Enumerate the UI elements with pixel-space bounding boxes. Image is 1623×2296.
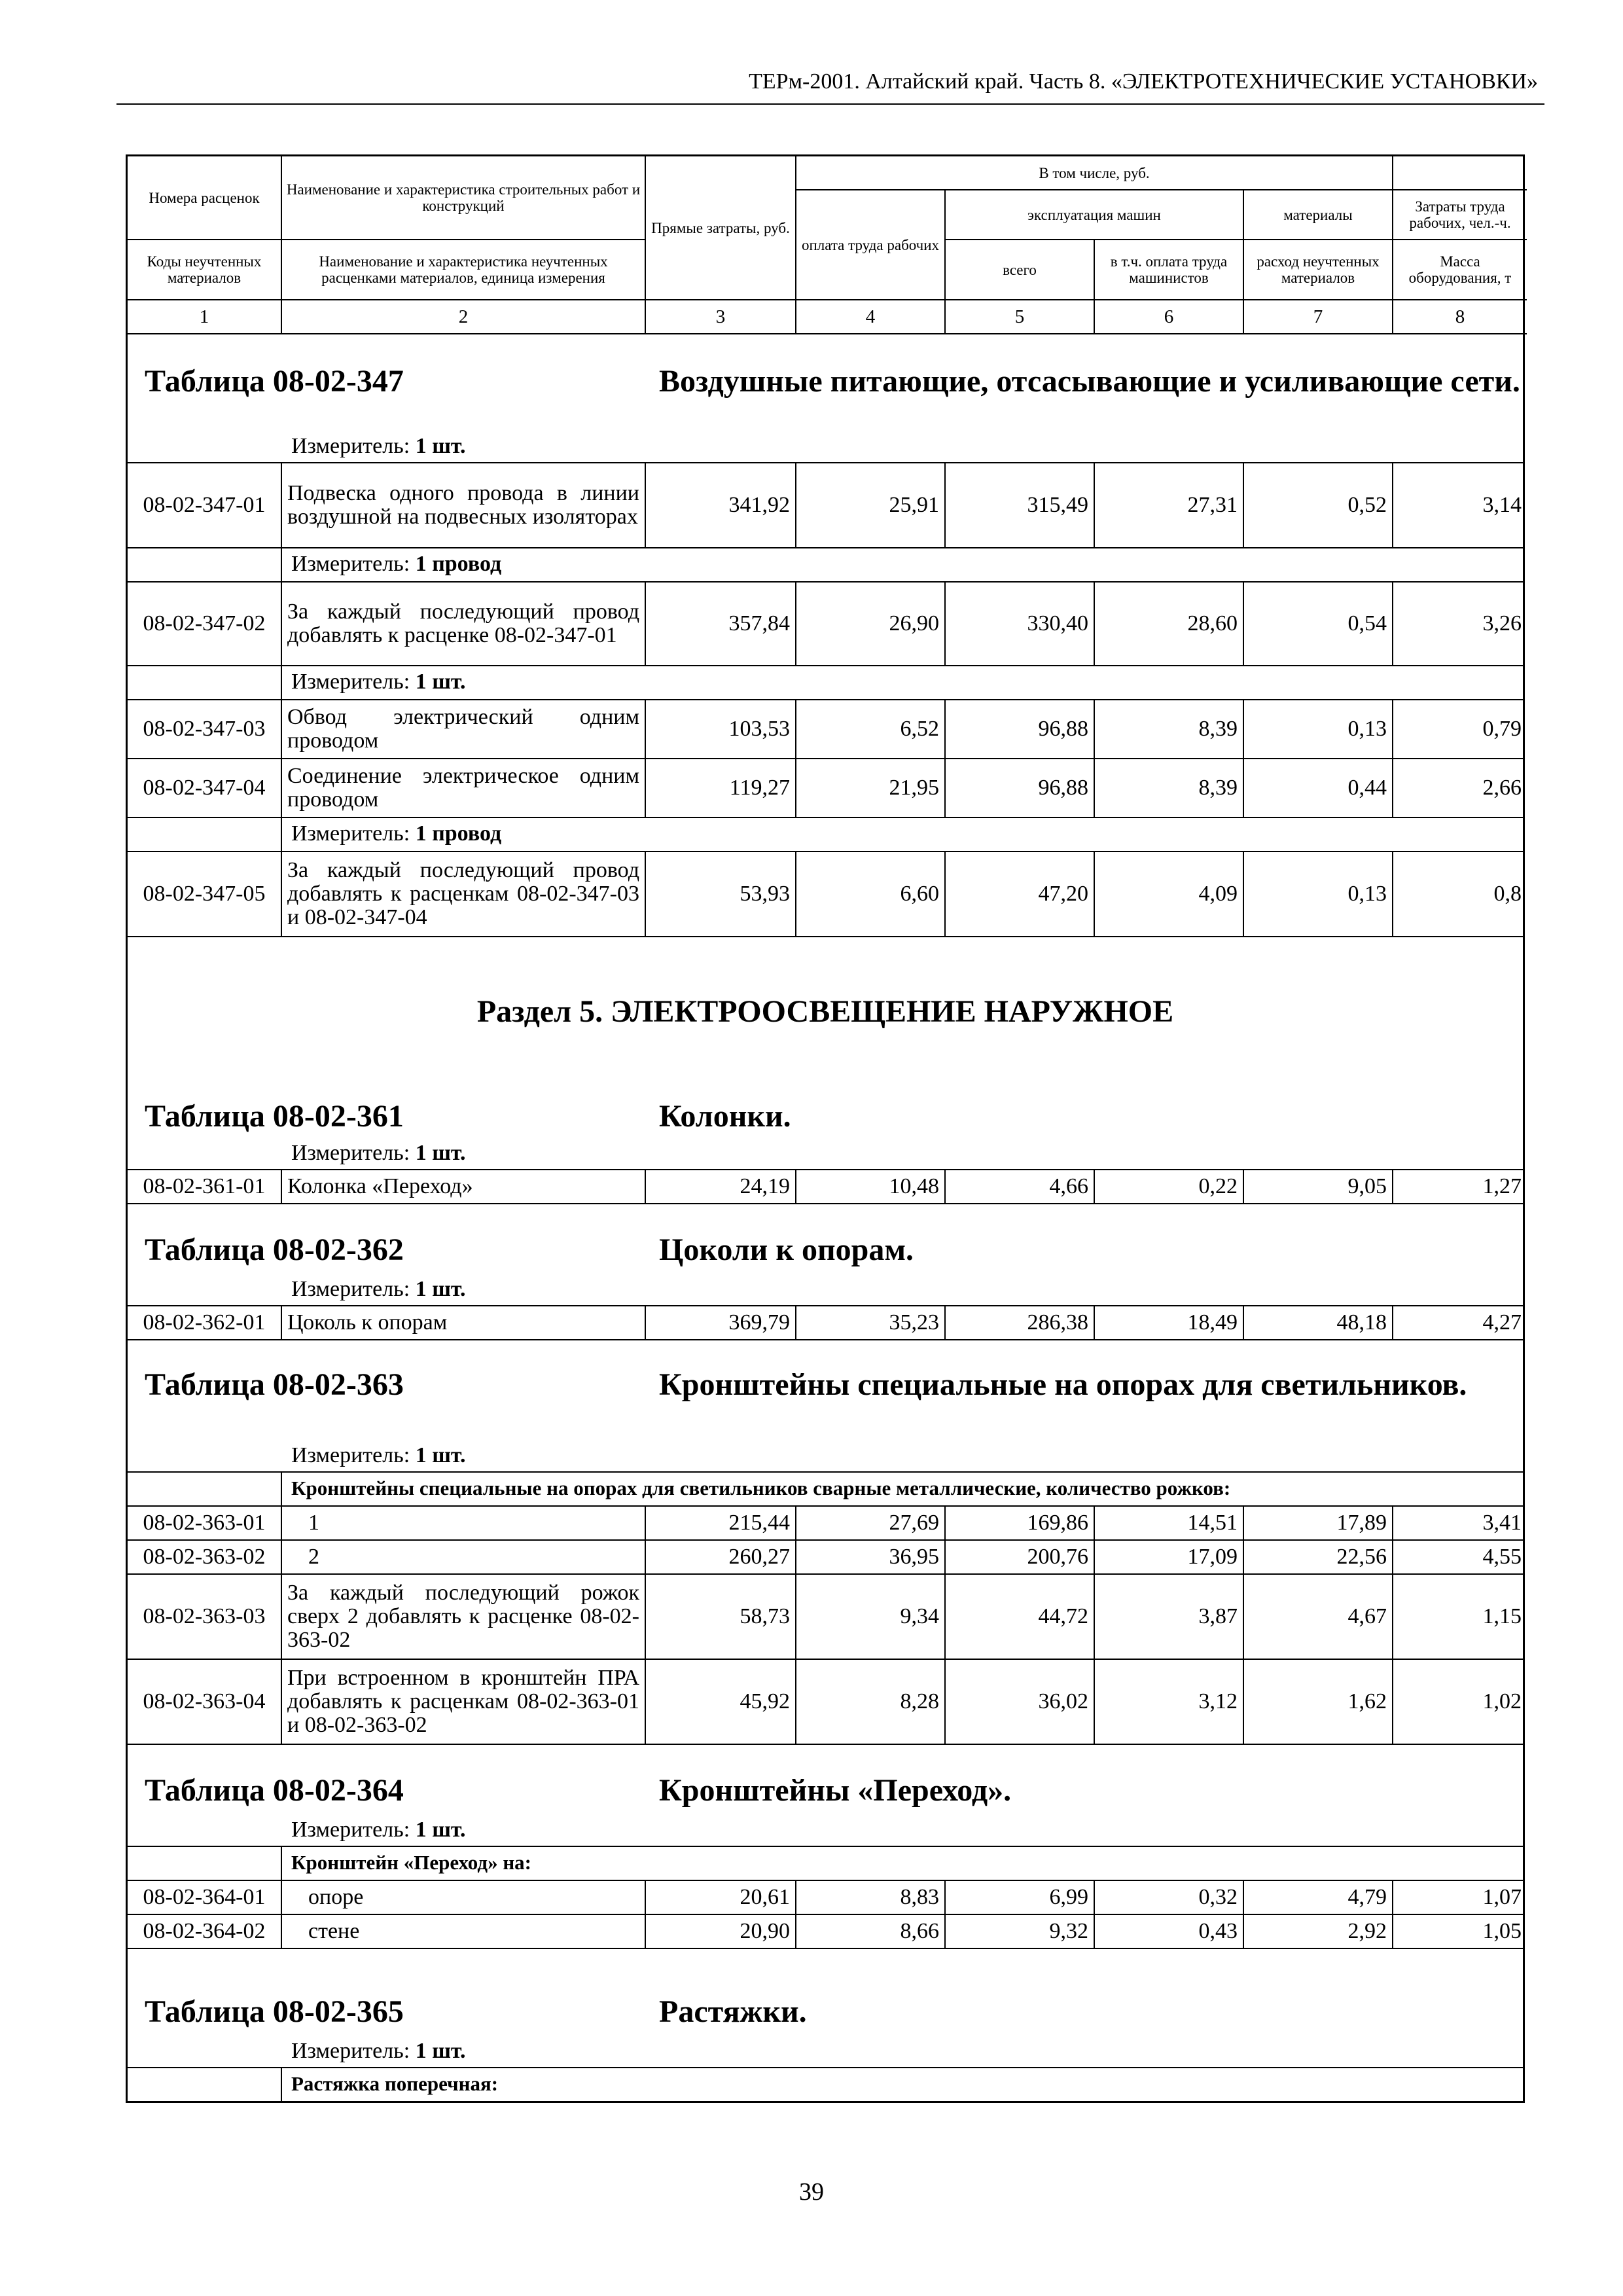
machinist-pay: 17,09 — [1095, 1541, 1244, 1573]
machinist-pay: 27,31 — [1095, 463, 1244, 547]
rate-code: 08-02-347-03 — [128, 700, 282, 758]
direct-costs: 119,27 — [646, 759, 796, 817]
col-number: 3 — [646, 300, 796, 334]
col-rate-numbers-header: Номера расценок — [128, 156, 282, 240]
direct-costs: 58,73 — [646, 1575, 796, 1659]
materials: 0,44 — [1244, 759, 1393, 817]
col-material-usage-header: расход неучтенных материалов — [1244, 240, 1393, 300]
rate-code: 08-02-364-02 — [128, 1915, 282, 1948]
group-row — [128, 2068, 1523, 2101]
machines-total: 9,32 — [946, 1915, 1095, 1948]
rate-code: 08-02-347-02 — [128, 583, 282, 665]
labor-hours: 3,41 — [1482, 1511, 1522, 1535]
measure-unit: Измеритель: 1 шт. — [291, 1141, 466, 1165]
table-name: Цоколи к опорам. — [659, 1232, 914, 1267]
direct-costs: 215,44 — [646, 1507, 796, 1539]
rate-code: 08-02-361-01 — [128, 1170, 282, 1203]
rate-code: 08-02-363-03 — [128, 1575, 282, 1659]
rate-name: За каждый последующий провод добавлять к расценкам 08-02-347-03 и 08-02-347-04 — [282, 852, 646, 936]
materials: 22,56 — [1244, 1541, 1393, 1573]
measure-row — [128, 666, 1523, 700]
table-number: Таблица 08-02-347 — [145, 364, 404, 399]
rate-code: 08-02-364-01 — [128, 1881, 282, 1914]
measure-unit: Измеритель: 1 провод — [291, 821, 502, 846]
group-label: Растяжка поперечная: — [291, 2072, 499, 2095]
table-row — [128, 700, 1523, 759]
table-row — [128, 1170, 1523, 1204]
labor-pay: 21,95 — [796, 759, 946, 817]
rate-name: 1 — [282, 1507, 646, 1539]
table-row — [128, 1660, 1523, 1745]
table-row — [128, 1915, 1523, 1949]
col-number: 4 — [796, 300, 946, 334]
direct-costs: 20,90 — [646, 1915, 796, 1948]
machinist-pay: 18,49 — [1095, 1306, 1244, 1339]
col-number: 6 — [1095, 300, 1244, 334]
table-title-block — [128, 1745, 1523, 1847]
table-number: Таблица 08-02-361 — [145, 1099, 404, 1134]
table-number: Таблица 08-02-363 — [145, 1367, 404, 1402]
direct-costs: 45,92 — [646, 1660, 796, 1744]
materials: 4,67 — [1244, 1575, 1393, 1659]
table-row — [128, 583, 1523, 666]
table-name: Растяжки. — [659, 1994, 807, 2029]
rate-name: За каждый последующий провод добавлять к расценке 08-02-347-01 — [282, 583, 646, 665]
rate-code: 08-02-347-04 — [128, 759, 282, 817]
labor-pay: 9,34 — [796, 1575, 946, 1659]
materials: 17,89 — [1244, 1507, 1393, 1539]
table-row — [128, 1881, 1523, 1915]
col-material-name-header: Наименование и характеристика неучтенных расценками материалов, единица измерения — [282, 240, 646, 300]
group-label: Кронштейн «Переход» на: — [291, 1851, 532, 1874]
labor-pay: 6,52 — [796, 700, 946, 758]
machines-total: 96,88 — [946, 759, 1095, 817]
machines-total: 44,72 — [946, 1575, 1095, 1659]
machines-total: 47,20 — [946, 852, 1095, 936]
machinist-pay: 8,39 — [1095, 700, 1244, 758]
machinist-pay: 28,60 — [1095, 583, 1244, 665]
labor-pay: 8,66 — [796, 1915, 946, 1948]
page-number: 39 — [799, 2178, 824, 2206]
labor-hours: 1,02 — [1482, 1689, 1522, 1713]
rate-name: Колонка «Переход» — [282, 1170, 646, 1203]
measure-row — [128, 818, 1523, 852]
measure-unit: Измеритель: 1 шт. — [291, 1443, 466, 1467]
labor-pay: 6,60 — [796, 852, 946, 936]
table-row — [128, 1507, 1523, 1541]
rate-name: Обвод электрический одним проводом — [282, 700, 646, 758]
machines-total: 6,99 — [946, 1881, 1095, 1914]
group-row — [128, 1847, 1523, 1881]
labor-pay: 8,83 — [796, 1881, 946, 1914]
price-table — [126, 154, 1525, 2103]
labor-pay: 8,28 — [796, 1660, 946, 1744]
direct-costs: 369,79 — [646, 1306, 796, 1339]
col-number: 8 — [1393, 300, 1527, 334]
rate-name: 2 — [282, 1541, 646, 1573]
machinist-pay: 14,51 — [1095, 1507, 1244, 1539]
table-number: Таблица 08-02-364 — [145, 1773, 404, 1808]
rate-name: Цоколь к опорам — [282, 1306, 646, 1339]
materials: 9,05 — [1244, 1170, 1393, 1203]
measure-unit: Измеритель: 1 шт. — [291, 2039, 466, 2063]
col-labor-pay-header: оплата труда рабочих — [796, 190, 946, 300]
col-including-header: В том числе, руб. — [796, 156, 1393, 190]
labor-hours: 1,15 — [1482, 1604, 1522, 1628]
machines-total: 200,76 — [946, 1541, 1095, 1573]
col-work-name-header: Наименование и характеристика строительных работ и конструкций — [282, 156, 646, 240]
col-direct-costs-header: Прямые затраты, руб. — [646, 156, 796, 300]
materials: 4,79 — [1244, 1881, 1393, 1914]
col-number: 7 — [1244, 300, 1393, 334]
labor-hours: 3,14 — [1482, 493, 1522, 517]
measure-unit: Измеритель: 1 шт. — [291, 1818, 466, 1842]
labor-pay: 25,91 — [796, 463, 946, 547]
col-materials-header: материалы — [1244, 190, 1393, 240]
col-machinist-pay-header: в т.ч. оплата труда машинистов — [1095, 240, 1244, 300]
direct-costs: 357,84 — [646, 583, 796, 665]
labor-pay: 26,90 — [796, 583, 946, 665]
labor-pay: 10,48 — [796, 1170, 946, 1203]
direct-costs: 53,93 — [646, 852, 796, 936]
labor-hours: 0,79 — [1482, 717, 1522, 741]
direct-costs: 20,61 — [646, 1881, 796, 1914]
section-title: Раздел 5. ЭЛЕКТРООСВЕЩЕНИЕ НАРУЖНОЕ — [476, 994, 1174, 1029]
measure-unit: Измеритель: 1 шт. — [291, 1277, 466, 1301]
labor-hours: 0,8 — [1493, 882, 1522, 906]
table-row — [128, 759, 1523, 818]
rate-code: 08-02-347-01 — [128, 463, 282, 547]
labor-pay: 35,23 — [796, 1306, 946, 1339]
table-row — [128, 852, 1523, 937]
table-header — [128, 154, 1523, 334]
col-8-spacer — [1393, 156, 1527, 190]
machines-total: 169,86 — [946, 1507, 1095, 1539]
machines-total: 315,49 — [946, 463, 1095, 547]
col-material-codes-header: Коды неучтенных материалов — [128, 240, 282, 300]
direct-costs: 103,53 — [646, 700, 796, 758]
table-row — [128, 463, 1523, 548]
labor-hours: 4,27 — [1482, 1310, 1522, 1335]
table-row — [128, 1575, 1523, 1660]
col-number: 5 — [946, 300, 1095, 334]
table-title-block — [128, 1949, 1523, 2068]
machinist-pay: 3,12 — [1095, 1660, 1244, 1744]
machinist-pay: 0,43 — [1095, 1915, 1244, 1948]
machines-total: 330,40 — [946, 583, 1095, 665]
measure-unit: Измеритель: 1 шт. — [291, 670, 466, 694]
rate-code: 08-02-347-05 — [128, 852, 282, 936]
machinist-pay: 3,87 — [1095, 1575, 1244, 1659]
rate-name: Подвеска одного провода в линии воздушной на подвесных изоляторах — [282, 463, 646, 547]
table-name: Кронштейны «Переход». — [659, 1773, 1012, 1808]
rate-code: 08-02-363-04 — [128, 1660, 282, 1744]
materials: 0,52 — [1244, 463, 1393, 547]
col-number: 2 — [282, 300, 646, 334]
machines-total: 36,02 — [946, 1660, 1095, 1744]
table-row — [128, 1541, 1523, 1575]
measure-unit: Измеритель: 1 шт. — [291, 434, 466, 458]
labor-hours: 1,27 — [1482, 1174, 1522, 1198]
rate-code: 08-02-363-02 — [128, 1541, 282, 1573]
measure-row — [128, 548, 1523, 583]
table-title-block — [128, 1340, 1523, 1473]
table-title-block — [128, 1204, 1523, 1306]
materials: 0,13 — [1244, 852, 1393, 936]
group-row — [128, 1473, 1523, 1507]
direct-costs: 341,92 — [646, 463, 796, 547]
rate-code: 08-02-363-01 — [128, 1507, 282, 1539]
machinist-pay: 8,39 — [1095, 759, 1244, 817]
machines-total: 286,38 — [946, 1306, 1095, 1339]
rate-name: опоре — [282, 1881, 646, 1914]
labor-hours: 2,66 — [1482, 776, 1522, 800]
col-machines-header: эксплуатация машин — [946, 190, 1244, 240]
col-number: 1 — [128, 300, 282, 334]
rate-name: стене — [282, 1915, 646, 1948]
direct-costs: 260,27 — [646, 1541, 796, 1573]
table-name: Кронштейны специальные на опорах для светильников. — [659, 1367, 1467, 1402]
rate-name: За каждый последующий рожок сверх 2 добавлять к расценке 08-02-363-02 — [282, 1575, 646, 1659]
col-equipment-mass-header: Масса оборудования, т — [1393, 240, 1527, 300]
table-name: Воздушные питающие, отсасывающие и усиливающие сети. — [659, 364, 1520, 399]
materials: 1,62 — [1244, 1660, 1393, 1744]
materials: 48,18 — [1244, 1306, 1393, 1339]
machinist-pay: 0,22 — [1095, 1170, 1244, 1203]
machinist-pay: 4,09 — [1095, 852, 1244, 936]
labor-hours: 1,07 — [1482, 1885, 1522, 1909]
labor-hours: 3,26 — [1482, 611, 1522, 636]
rate-name: Соединение электрическое одним проводом — [282, 759, 646, 817]
materials: 0,54 — [1244, 583, 1393, 665]
machinist-pay: 0,32 — [1095, 1881, 1244, 1914]
table-name: Колонки. — [659, 1099, 791, 1134]
labor-pay: 27,69 — [796, 1507, 946, 1539]
table-row — [128, 1306, 1523, 1340]
col-machines-total-header: всего — [946, 240, 1095, 300]
labor-hours: 1,05 — [1482, 1919, 1522, 1943]
labor-pay: 36,95 — [796, 1541, 946, 1573]
machines-total: 4,66 — [946, 1170, 1095, 1203]
col-labor-hours-header: Затраты труда рабочих, чел.-ч. — [1393, 190, 1527, 240]
table-title-block — [128, 334, 1523, 463]
table-title-block — [128, 1098, 1523, 1170]
group-label: Кронштейны специальные на опорах для светильников сварные металлические, количество рожков: — [291, 1477, 1231, 1499]
materials: 0,13 — [1244, 700, 1393, 758]
rate-code: 08-02-362-01 — [128, 1306, 282, 1339]
table-number: Таблица 08-02-362 — [145, 1232, 404, 1267]
running-header — [116, 67, 1544, 105]
direct-costs: 24,19 — [646, 1170, 796, 1203]
rate-name: При встроенном в кронштейн ПРА добавлять к расценкам 08-02-363-01 и 08-02-363-02 — [282, 1660, 646, 1744]
labor-hours: 4,55 — [1482, 1545, 1522, 1569]
measure-unit: Измеритель: 1 провод — [291, 552, 502, 576]
table-number: Таблица 08-02-365 — [145, 1994, 404, 2029]
machines-total: 96,88 — [946, 700, 1095, 758]
running-title: ТЕРм-2001. Алтайский край. Часть 8. «ЭЛЕКТРОТЕХНИЧЕСКИЕ УСТАНОВКИ» — [749, 69, 1538, 94]
materials: 2,92 — [1244, 1915, 1393, 1948]
